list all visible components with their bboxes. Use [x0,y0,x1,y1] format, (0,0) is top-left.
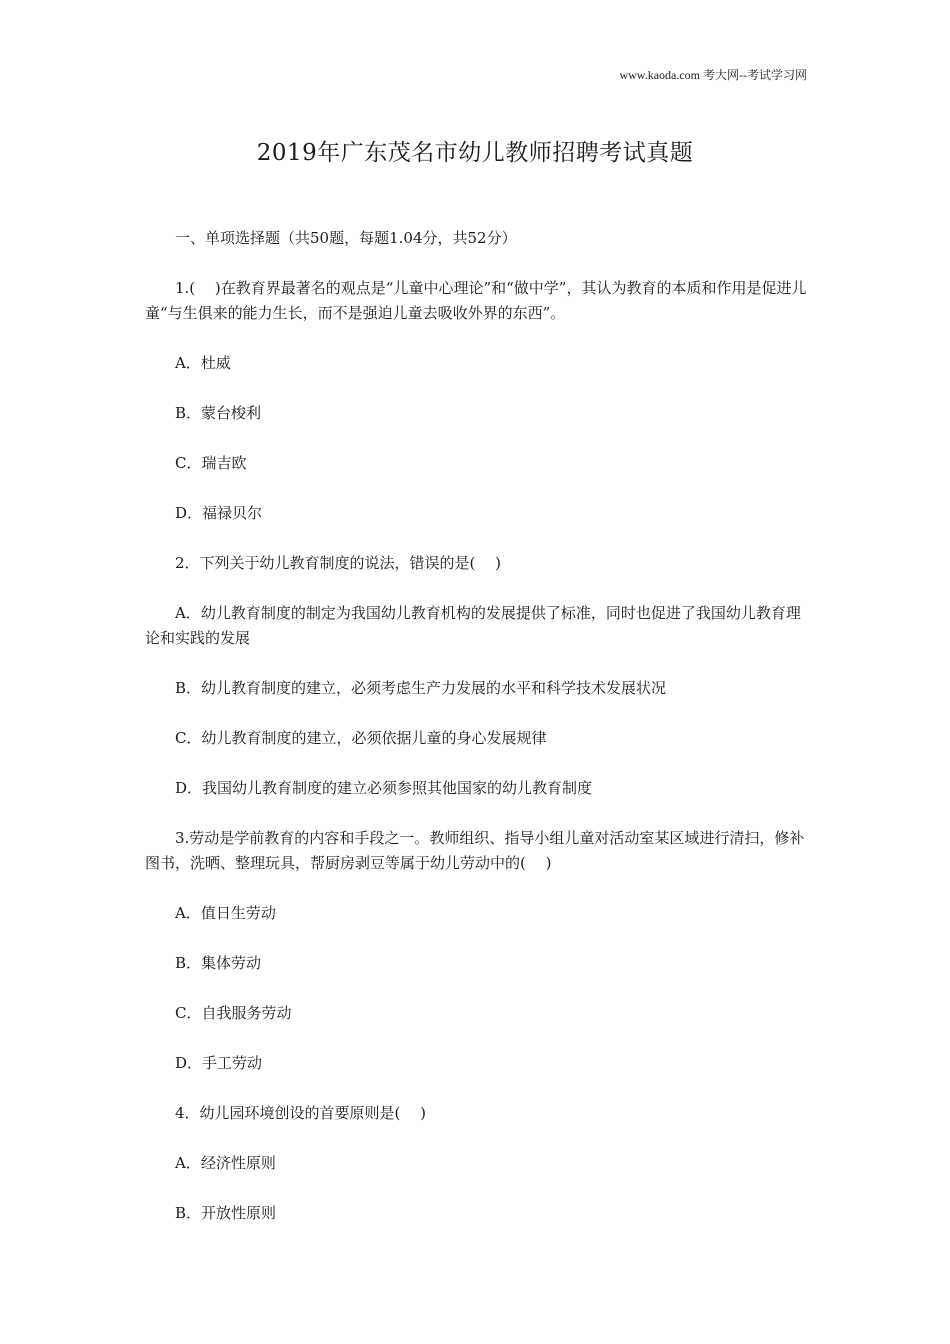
question-1-option-c: C．瑞吉欧 [175,454,247,472]
question-4-option-b: B．开放性原则 [175,1204,277,1222]
question-4-stem: 4．幼儿园环境创设的首要原则是( ) [175,1104,427,1122]
section-heading: 一、单项选择题（共50题，每题1.04分，共52分） [175,229,517,247]
page-title: 2019年广东茂名市幼儿教师招聘考试真题 [256,140,694,166]
question-2-option-d: D．我国幼儿教育制度的建立必须参照其他国家的幼儿教育制度 [175,779,593,797]
question-3-option-a: A．值日生劳动 [175,904,276,922]
question-3-stem: 3.劳动是学前教育的内容和手段之一。教师组织、指导小组儿童对活动室某区域进行清扫，修补图书，洗晒、整理玩具，帮厨房剥豆等属于幼儿劳动中的( ) [145,829,805,872]
question-2-option-a: A．幼儿教育制度的制定为我国幼儿教育机构的发展提供了标准，同时也促进了我国幼儿教育理论和实践的发展 [145,604,801,647]
question-1-option-d: D．福禄贝尔 [175,504,263,522]
site-header: www.kaoda.com 考大网--考试学习网 [619,68,807,82]
question-2-option-c: C．幼儿教育制度的建立，必须依据儿童的身心发展规律 [175,729,547,747]
question-1-stem: 1.( )在教育界最著名的观点是“儿童中心理论”和“做中学”，其认为教育的本质和作用是促进儿童“与生俱来的能力生长，而不是强迫儿童去吸收外界的东西”。 [145,279,807,322]
question-1-option-b: B．蒙台梭利 [175,404,262,422]
question-2-option-b: B．幼儿教育制度的建立，必须考虑生产力发展的水平和科学技术发展状况 [175,679,667,697]
document-body [145,226,809,1251]
question-3-option-c: C．自我服务劳动 [175,1004,292,1022]
question-4-option-a: A．经济性原则 [175,1154,276,1172]
question-2-stem: 2．下列关于幼儿教育制度的说法，错误的是( ) [175,554,502,572]
question-3-option-d: D．手工劳动 [175,1054,263,1072]
question-3-option-b: B．集体劳动 [175,954,262,972]
question-1-option-a: A．杜威 [175,354,231,372]
